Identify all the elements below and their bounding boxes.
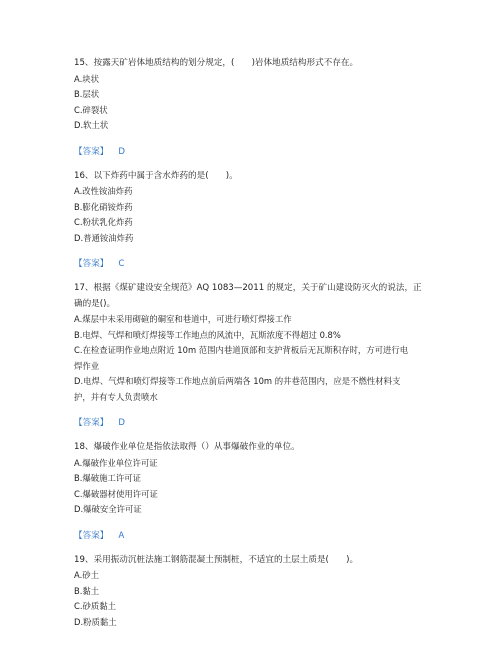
answer-label: 【答案】 <box>74 146 109 157</box>
option-c: C.碎裂状 <box>74 104 108 115</box>
question-17 <box>74 281 434 430</box>
answer-line <box>74 257 434 271</box>
option-c: C.在检查证明作业地点附近 10m 范围内巷道顶部和支护背板后无瓦斯积存时，方可进行电 <box>74 345 409 355</box>
question-list <box>74 56 434 630</box>
option-d: D.软土状 <box>74 120 109 130</box>
option-b: B.层状 <box>74 89 100 99</box>
question-16 <box>74 169 434 272</box>
option-b: B.电焊、气焊和喷灯焊接等工作地点的风流中，瓦斯浓度不得超过 0.8% <box>74 329 341 340</box>
option-c-continued: 焊作业 <box>74 360 100 371</box>
answer-line <box>74 145 434 159</box>
answer-value: D <box>118 418 126 428</box>
option-b: B.黏土 <box>74 585 100 596</box>
answer-label: 【答案】 <box>74 530 109 541</box>
question-stem: 15、按露天矿岩体地质结构的划分规定，( )岩体地质结构形式不存在。 <box>74 58 359 68</box>
option-a: A.改性铵油炸药 <box>74 186 133 196</box>
answer-value: A <box>118 530 125 541</box>
question-19 <box>74 553 434 631</box>
answer-value: C <box>118 259 125 269</box>
option-d-continued: 护，并有专人负责喷水 <box>74 391 158 402</box>
question-stem: 18、爆破作业单位是指依法取得（）从事爆破作业的单位。 <box>74 442 300 452</box>
answer-line <box>74 529 434 543</box>
option-a: A.爆破作业单位许可证 <box>74 457 158 468</box>
option-c: C.粉状乳化炸药 <box>74 217 133 227</box>
option-c: C.爆破器材使用许可证 <box>74 488 158 499</box>
option-a: A.煤层中未采用砌碹的硐室和巷道中，可进行喷灯焊接工作 <box>74 314 292 324</box>
option-d: D.电焊、气焊和喷灯焊接等工作地点前后两端各 10m 的井巷范围内，应是不燃性材料支 <box>74 376 401 386</box>
option-d: D.普通铵油炸药 <box>74 232 134 243</box>
question-18 <box>74 440 434 543</box>
question-stem-line-1: 17、根据《煤矿建设安全规范》AQ 1083—2011 的规定，关于矿山建设防灭火的说法，正 <box>74 283 422 293</box>
option-d: D.粉质黏土 <box>74 616 117 627</box>
answer-line <box>74 416 434 430</box>
answer-label: 【答案】 <box>74 259 109 269</box>
option-c: C.砂质黏土 <box>74 601 117 611</box>
question-15 <box>74 56 434 159</box>
question-stem: 19、采用振动沉桩法施工钢筋混凝土预制桩，不适宜的土层土质是( )。 <box>74 554 359 565</box>
option-b: B.膨化硝铵炸药 <box>74 201 133 212</box>
option-b: B.爆破施工许可证 <box>74 473 142 483</box>
option-a: A.砂土 <box>74 570 99 580</box>
question-stem-line-2: 确的是()。 <box>74 298 116 309</box>
option-d: D.爆破安全许可证 <box>74 504 142 514</box>
answer-value: D <box>118 146 126 157</box>
answer-label: 【答案】 <box>74 418 109 428</box>
question-stem: 16、以下炸药中属于含水炸药的是( )。 <box>74 170 238 181</box>
option-a: A.块状 <box>74 73 99 84</box>
